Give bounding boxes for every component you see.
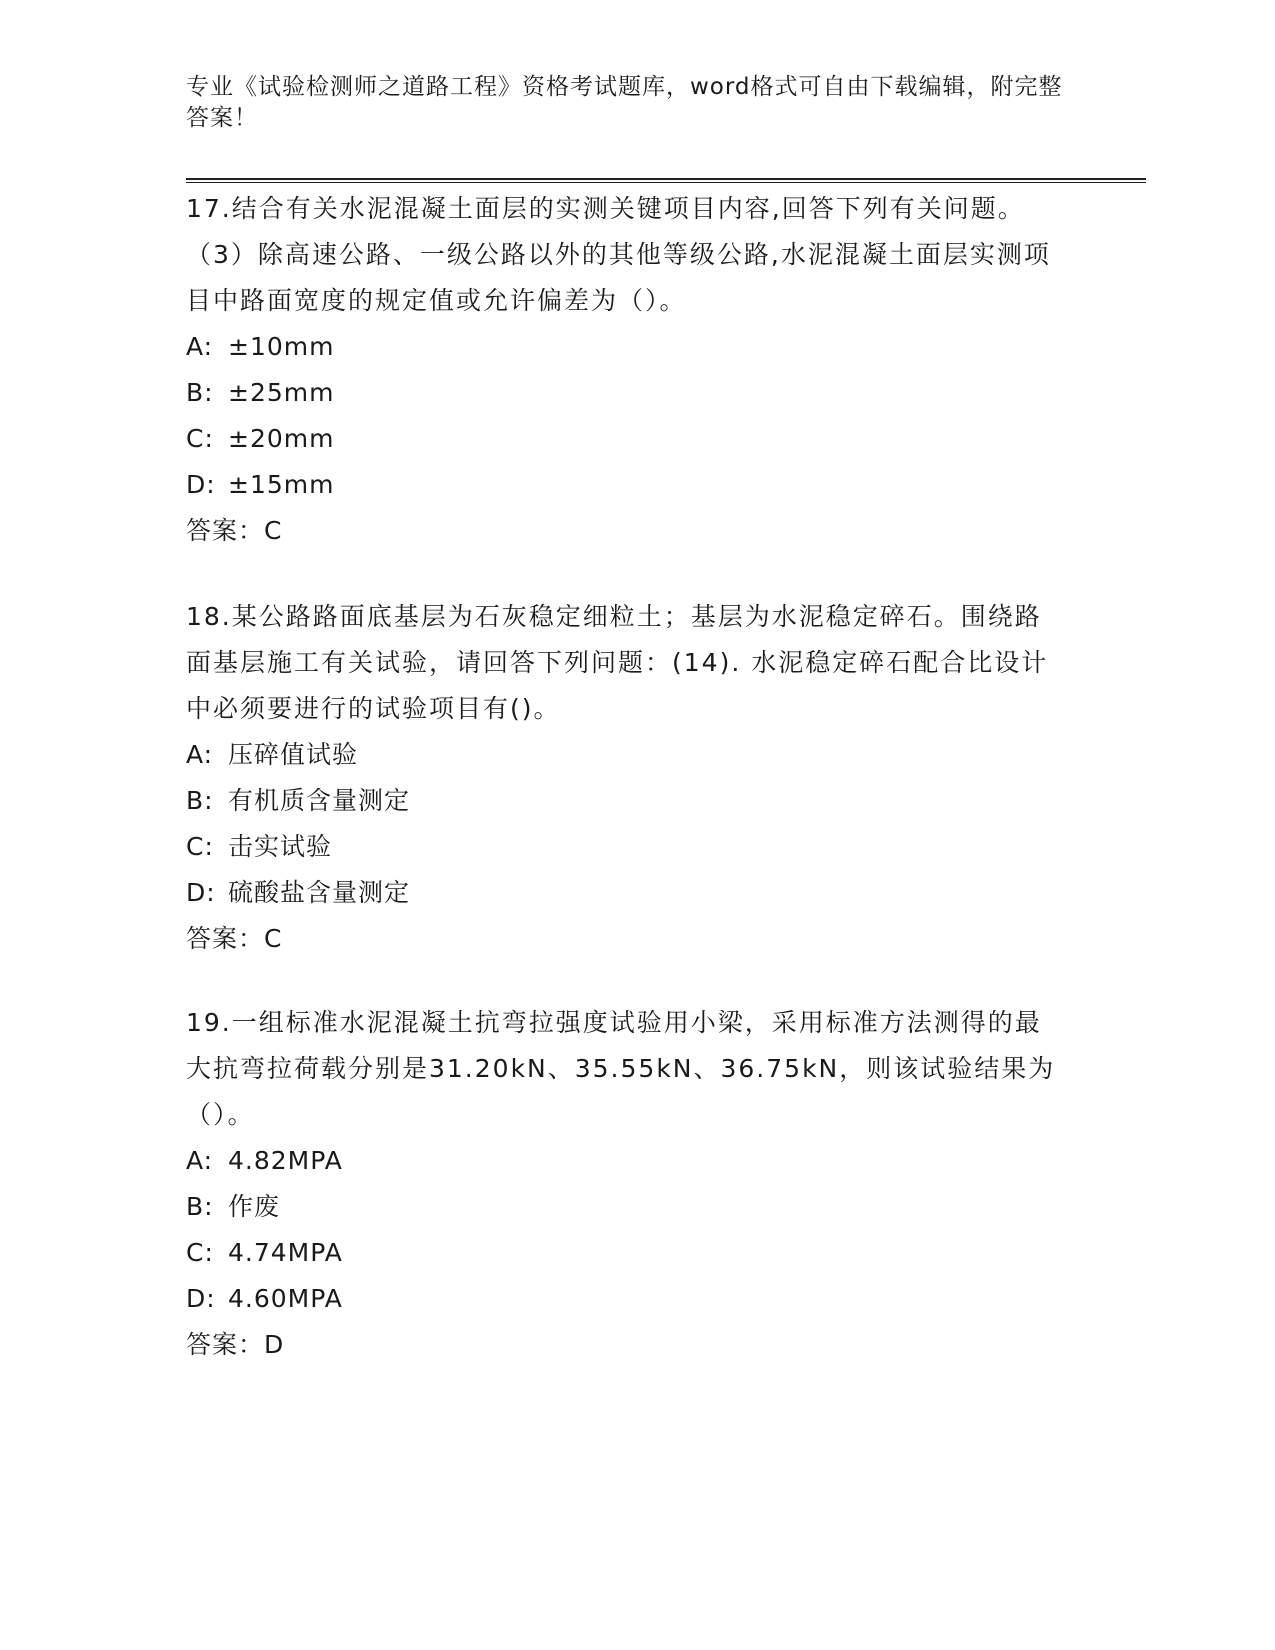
option-a bbox=[186, 732, 1066, 778]
option-letter: D: bbox=[186, 470, 216, 499]
answer: 答案：D bbox=[186, 1330, 285, 1359]
option-text: 4.82MPA bbox=[228, 1146, 343, 1175]
question-stem: 19.一组标准水泥混凝土抗弯拉强度试验用小梁，采用标准方法测得的最大抗弯拉荷载分别是31.20kN、35.55kN、36.75kN，则该试验结果为（）。 bbox=[186, 1008, 1056, 1129]
option-text: 击实试验 bbox=[228, 832, 333, 861]
option-b bbox=[186, 1184, 1066, 1230]
answer: 答案：C bbox=[186, 516, 283, 545]
option-letter: B: bbox=[186, 378, 214, 407]
option-c bbox=[186, 416, 1066, 462]
option-letter: A: bbox=[186, 1146, 214, 1175]
option-text: 4.60MPA bbox=[228, 1284, 343, 1313]
option-text: 硫酸盐含量测定 bbox=[228, 878, 411, 907]
option-letter: B: bbox=[186, 1192, 214, 1221]
option-letter: D: bbox=[186, 878, 216, 907]
option-letter: A: bbox=[186, 332, 214, 361]
option-d bbox=[186, 462, 1066, 508]
answer: 答案：C bbox=[186, 924, 283, 953]
option-letter: C: bbox=[186, 832, 214, 861]
question-18 bbox=[186, 594, 1066, 962]
option-a bbox=[186, 324, 1066, 370]
document-header: 专业《试验检测师之道路工程》资格考试题库，word格式可自由下载编辑，附完整答案！ bbox=[186, 74, 1063, 131]
option-a bbox=[186, 1138, 1066, 1184]
option-text: ±10mm bbox=[228, 332, 335, 361]
option-c bbox=[186, 1230, 1066, 1276]
option-c bbox=[186, 824, 1066, 870]
question-17 bbox=[186, 186, 1066, 554]
option-letter: B: bbox=[186, 786, 214, 815]
option-letter: D: bbox=[186, 1284, 216, 1313]
option-text: 作废 bbox=[228, 1192, 281, 1221]
option-b bbox=[186, 370, 1066, 416]
question-19 bbox=[186, 1000, 1066, 1368]
option-letter: C: bbox=[186, 1238, 214, 1267]
question-stem: 18.某公路路面底基层为石灰稳定细粒土；基层为水泥稳定碎石。围绕路面基层施工有关试验，请回答下列问题：(14). 水泥稳定碎石配合比设计中必须要进行的试验项目有()。 bbox=[186, 602, 1049, 723]
option-text: 4.74MPA bbox=[228, 1238, 343, 1267]
option-text: 压碎值试验 bbox=[228, 740, 359, 769]
option-d bbox=[186, 870, 1066, 916]
option-letter: A: bbox=[186, 740, 214, 769]
option-letter: C: bbox=[186, 424, 214, 453]
question-stem: 17.结合有关水泥混凝土面层的实测关键项目内容,回答下列有关问题。（3）除高速公路、一级公路以外的其他等级公路,水泥混凝土面层实测项目中路面宽度的规定值或允许偏差为（）。 bbox=[186, 194, 1051, 315]
option-text: ±25mm bbox=[228, 378, 335, 407]
option-b bbox=[186, 778, 1066, 824]
option-text: ±20mm bbox=[228, 424, 335, 453]
header-divider-bottom bbox=[186, 182, 1146, 183]
option-text: 有机质含量测定 bbox=[228, 786, 411, 815]
header-divider-top bbox=[186, 178, 1146, 180]
option-d bbox=[186, 1276, 1066, 1322]
option-text: ±15mm bbox=[228, 470, 335, 499]
